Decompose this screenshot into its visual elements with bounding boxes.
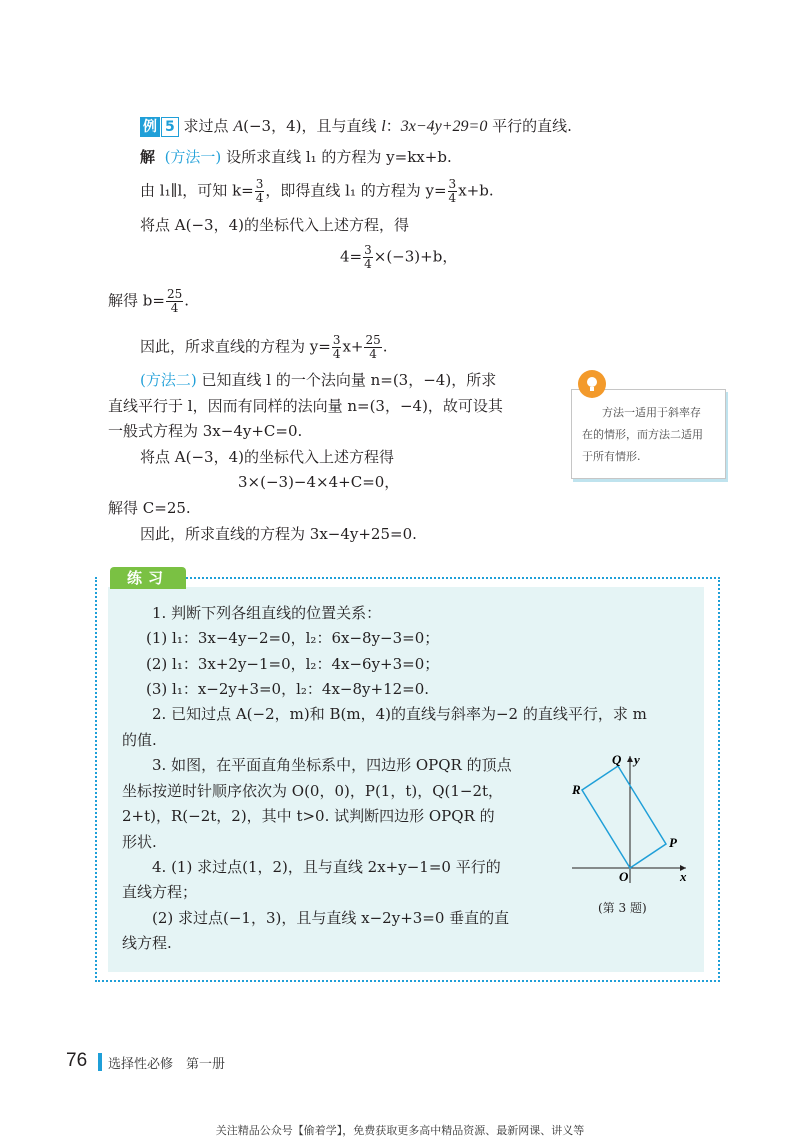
line6-part-a: 因此，所求直线的方程为 y= bbox=[140, 337, 331, 356]
frac-num: 3 bbox=[448, 177, 457, 191]
page-number-bar bbox=[98, 1053, 102, 1071]
method2-line1 bbox=[140, 369, 496, 391]
page-number: 76 bbox=[66, 1050, 88, 1071]
note-line2: 在的情形，而方法二适用 bbox=[582, 428, 703, 441]
method2-text: 已知直线 l 的一个法向量 n=(3，−4)，所求 bbox=[201, 371, 497, 389]
example-number: 5 bbox=[161, 117, 179, 137]
line6-part-b: x+ bbox=[342, 337, 364, 356]
exercise-tab: 练习 bbox=[110, 567, 186, 589]
label-O: O bbox=[619, 869, 629, 884]
exercise-q3-d: 形状. bbox=[122, 833, 157, 851]
method2-line6: 解得 C=25. bbox=[108, 499, 191, 517]
frac-den: 4 bbox=[255, 191, 264, 205]
exercise-dotted-top bbox=[186, 577, 720, 579]
method2-label: (方法二) bbox=[140, 371, 197, 389]
frac-den: 4 bbox=[332, 347, 341, 361]
fraction-three-quarters-4 bbox=[332, 334, 342, 361]
quadrilateral-figure bbox=[568, 748, 698, 888]
example-point-A: A bbox=[233, 118, 244, 135]
method2-line7: 因此，所求直线的方程为 3x−4y+25=0. bbox=[140, 525, 417, 543]
method1-line2 bbox=[140, 178, 494, 205]
label-x: x bbox=[680, 869, 687, 884]
method1-line5 bbox=[108, 288, 189, 315]
solution-label: 解 bbox=[140, 148, 156, 166]
label-R: R bbox=[572, 782, 581, 797]
note-line1: 方法一适用于斜率存 bbox=[602, 406, 701, 419]
line5-part-b: . bbox=[184, 291, 190, 310]
method1-text: 设所求直线 l₁ 的方程为 y=kx+b. bbox=[226, 148, 452, 166]
line5-part-a: 解得 b= bbox=[108, 291, 165, 310]
frac-num: 25 bbox=[166, 287, 183, 301]
frac-den: 4 bbox=[448, 191, 457, 205]
figure-caption: (第 3 题) bbox=[598, 901, 647, 915]
line2-part-c: x+b. bbox=[458, 181, 494, 200]
line6-part-c: . bbox=[382, 337, 388, 356]
frac-num: 25 bbox=[365, 333, 381, 347]
exercise-q1-3: (3) l₁：x−2y+3=0，l₂：4x−8y+12=0. bbox=[146, 680, 430, 698]
example-line-eq: 3x−4y+29=0 bbox=[400, 118, 488, 135]
exercise-q2: 2. 已知过点 A(−2，m)和 B(m，4)的直线与斜率为−2 的直线平行，求 m bbox=[152, 705, 647, 723]
frac-den: 4 bbox=[369, 347, 377, 361]
method1-line bbox=[140, 146, 452, 168]
quadrilateral-OPQR bbox=[582, 766, 666, 868]
example-badge bbox=[140, 115, 179, 135]
fraction-25-quarters-2 bbox=[364, 334, 381, 361]
method2-line4: 将点 A(−3，4)的坐标代入上述方程得 bbox=[140, 448, 394, 466]
exercise-q3: 3. 如图，在平面直角坐标系中，四边形 OPQR 的顶点 bbox=[152, 756, 512, 774]
fraction-three-quarters-2 bbox=[448, 178, 458, 205]
exercise-q3-c: 2+t)，R(−2t，2)，其中 t>0. 试判断四边形 OPQR 的 bbox=[122, 807, 495, 825]
method2-line3: 一般式方程为 3x−4y+C=0. bbox=[108, 422, 303, 440]
frac-num: 3 bbox=[364, 243, 372, 257]
exercise-q1-2: (2) l₁：3x+2y−1=0，l₂：4x−6y+3=0； bbox=[146, 655, 440, 673]
line2-part-b: ，即得直线 l₁ 的方程为 y= bbox=[265, 181, 447, 200]
exercise-q4-c: (2) 求过点(−1，3)，且与直线 x−2y+3=0 垂直的直 bbox=[152, 909, 510, 927]
label-Q: Q bbox=[612, 752, 622, 767]
note-line3: 于所有情形. bbox=[582, 450, 641, 463]
method2-line2: 直线平行于 l，因而有同样的法向量 n=(3，−4)，故可设其 bbox=[108, 397, 503, 415]
frac-den: 4 bbox=[364, 257, 372, 271]
fraction-three-quarters bbox=[255, 178, 265, 205]
example-question-pre: 求过点 bbox=[183, 117, 229, 135]
example-heading bbox=[140, 115, 572, 138]
method1-line4 bbox=[340, 244, 457, 271]
side-note bbox=[571, 389, 726, 479]
example-colon: ： bbox=[385, 117, 401, 135]
label-P: P bbox=[669, 835, 677, 850]
exercise-q1-1: (1) l₁：3x−4y−2=0，l₂：6x−8y−3=0； bbox=[146, 629, 440, 647]
frac-den: 4 bbox=[170, 301, 179, 315]
book-title: 选择性必修 第一册 bbox=[108, 1057, 226, 1072]
lightbulb-icon bbox=[578, 370, 606, 398]
label-y: y bbox=[634, 752, 640, 767]
exercise-q4-b: 直线方程； bbox=[122, 883, 198, 901]
promo-footer: 关注精品公众号【偷着学】，免费获取更多高中精品资源、最新网课、讲义等 bbox=[215, 1124, 585, 1137]
example-question-post: 平行的直线. bbox=[492, 117, 572, 135]
fraction-25-quarters bbox=[166, 288, 183, 315]
frac-num: 3 bbox=[332, 333, 341, 347]
method2-line5: 3×(−3)−4×4+C=0， bbox=[238, 473, 400, 491]
fraction-three-quarters-3 bbox=[363, 244, 373, 271]
line4-part-b: ×(−3)+b， bbox=[373, 247, 458, 266]
example-label: 例 bbox=[140, 117, 160, 137]
exercise-q3-b: 坐标按逆时针顺序依次为 O(0，0)，P(1，t)，Q(1−2t， bbox=[122, 782, 504, 800]
exercise-q2-b: 的值. bbox=[122, 731, 157, 749]
method1-label: (方法一) bbox=[164, 148, 222, 166]
lightbulb-svg bbox=[578, 370, 606, 398]
frac-num: 3 bbox=[255, 177, 264, 191]
line4-part-a: 4= bbox=[340, 247, 363, 266]
example-point-coords: (−3，4)，且与直线 bbox=[243, 117, 377, 135]
method1-line3: 将点 A(−3，4)的坐标代入上述方程，得 bbox=[140, 216, 409, 234]
exercise-q1: 1. 判断下列各组直线的位置关系： bbox=[152, 604, 382, 622]
exercise-q4-d: 线方程. bbox=[122, 934, 172, 952]
method1-line6 bbox=[140, 334, 388, 361]
line2-part-a: 由 l₁∥l，可知 k= bbox=[140, 181, 254, 200]
example-line-l: l bbox=[381, 118, 386, 135]
exercise-q4: 4. (1) 求过点(1，2)，且与直线 2x+y−1=0 平行的 bbox=[152, 858, 501, 876]
